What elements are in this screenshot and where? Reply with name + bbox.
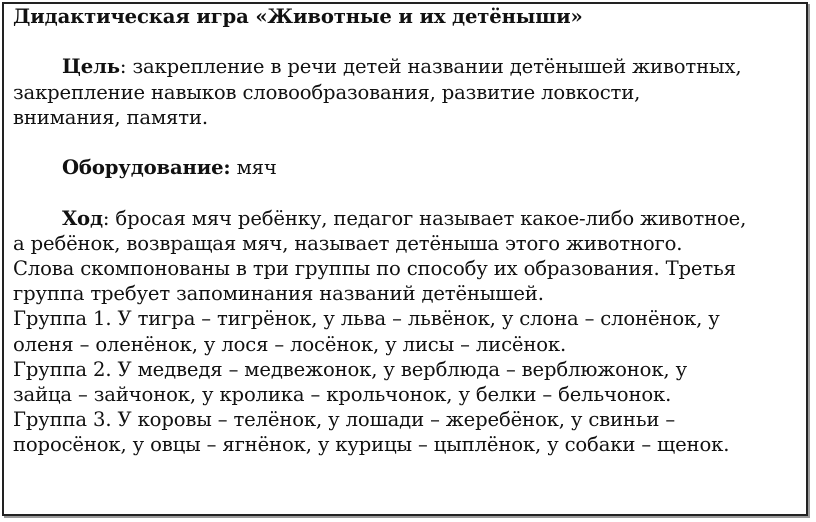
equipment-label: Оборудование:	[62, 156, 231, 180]
procedure-text-1: : бросая мяч ребёнку, педагог называет какое-либо животное,	[102, 206, 747, 230]
procedure-line-1	[13, 206, 803, 231]
goal-line-2: закрепление навыков словообразования, развитие ловкости,	[13, 80, 641, 104]
group-2-line-2: зайца – зайчонок, у кролика – крольчонок, у белки – бельчонок.	[13, 383, 672, 406]
group-3-line-2: поросёнок, у овцы – ягнёнок, у курицы – цыплёнок, у собаки – щенок.	[13, 433, 730, 457]
equipment-value: мяч	[230, 156, 277, 180]
spacer	[13, 29, 803, 54]
goal-line-3: внимания, памяти.	[13, 105, 208, 129]
equipment-line	[13, 155, 803, 180]
goal-line-1	[13, 54, 803, 79]
group-1-line-1: Группа 1. У тигра – тигрёнок, у льва – львёнок, у слона – слонёнок, у	[13, 307, 720, 331]
group-3-line-1: Группа 3. У коровы – телёнок, у лошади – жеребёнок, у свиньи –	[13, 408, 675, 432]
procedure-line-3: Слова скомпонованы в три группы по способу их образования. Третья	[13, 256, 736, 280]
goal-label: Цель	[62, 55, 120, 79]
group-1-line-2: оленя – оленёнок, у лося – лосёнок, у лисы – лисёнок.	[13, 332, 567, 356]
document-content	[13, 4, 803, 458]
group-2-line-1: Группа 2. У медведя – медвежонок, у верблюда – верблюжонок, у	[13, 357, 687, 381]
procedure-line-4: группа требует запоминания названий детёнышей.	[13, 282, 544, 306]
spacer	[13, 180, 803, 205]
procedure-label: Ход	[62, 206, 103, 230]
document-title: Дидактическая игра «Животные и их детёныши»	[13, 5, 583, 28]
spacer	[13, 130, 803, 155]
goal-text-1: : закрепление в речи детей названии детёнышей животных,	[119, 55, 742, 79]
procedure-line-2: а ребёнок, возвращая мяч, называет детёныша этого животного.	[13, 231, 683, 255]
